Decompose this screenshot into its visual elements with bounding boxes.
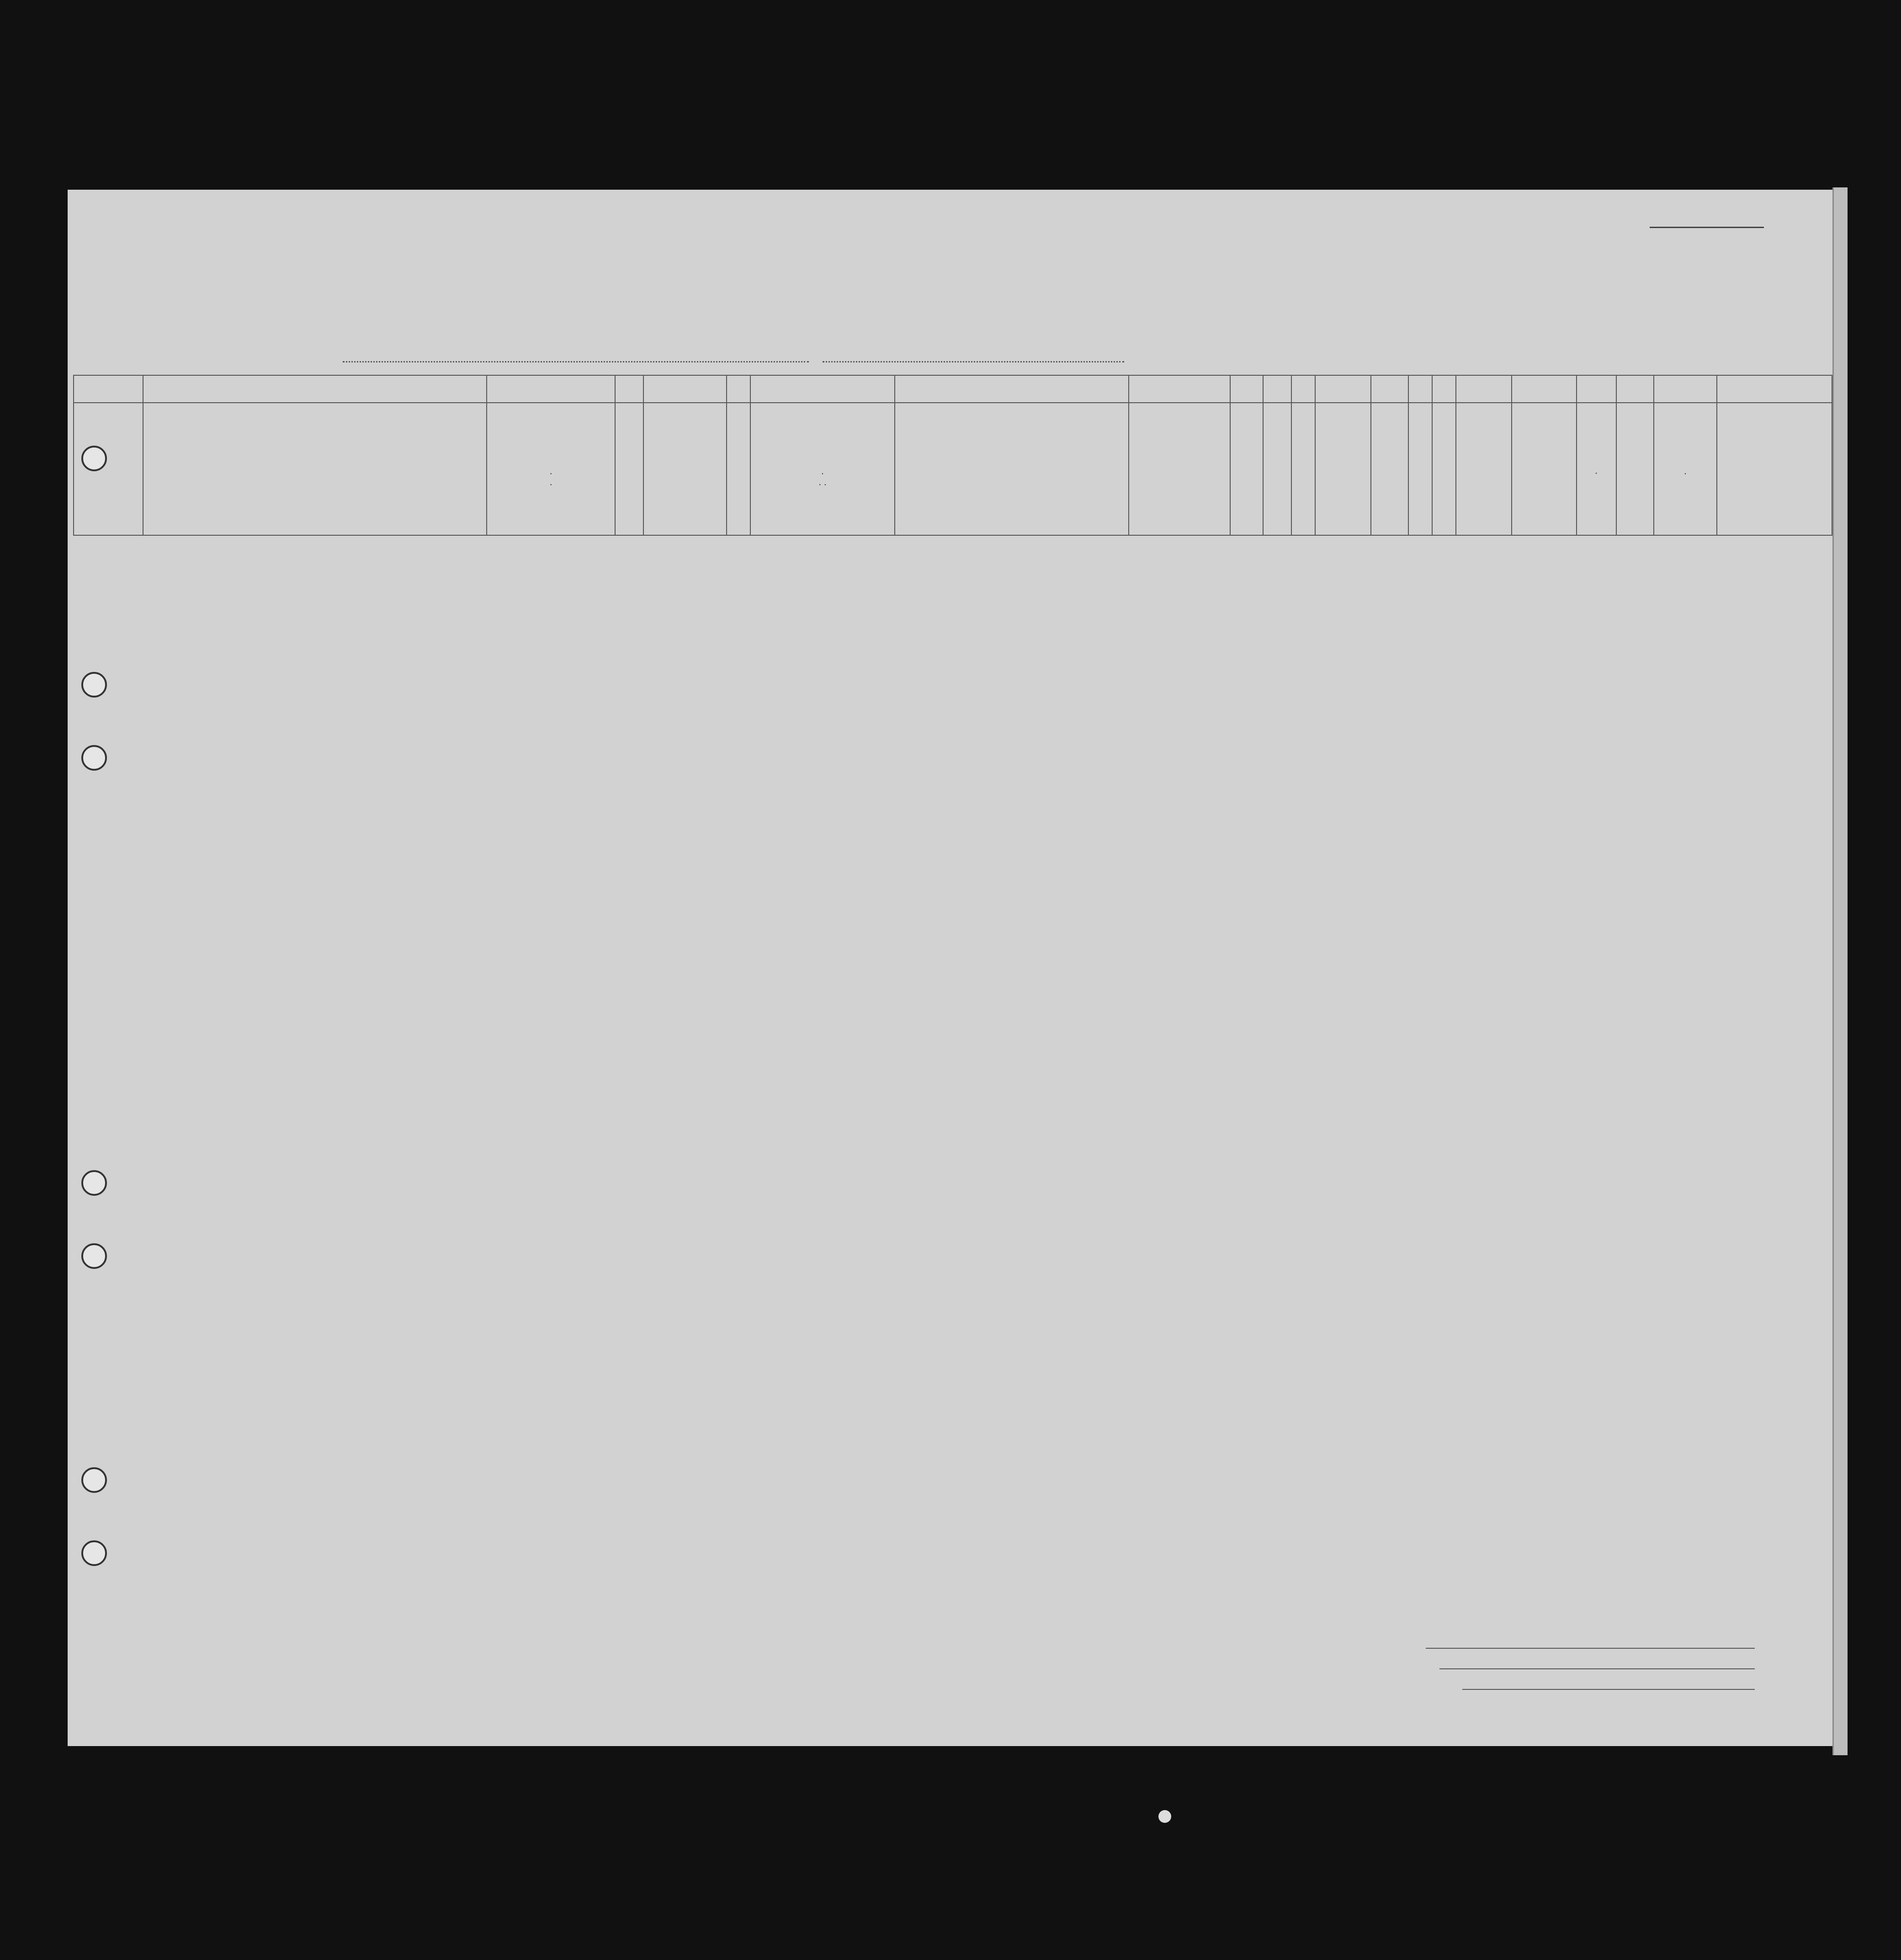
line-underline xyxy=(1426,1648,1755,1649)
header-anarchist xyxy=(1291,403,1315,535)
col-number xyxy=(74,375,143,403)
local-agents-underline xyxy=(1462,1689,1755,1690)
col-number xyxy=(1129,375,1230,403)
col-number xyxy=(1717,375,1832,403)
punch-hole xyxy=(81,1243,107,1269)
col-number xyxy=(1512,375,1577,403)
header-ticket xyxy=(615,403,643,535)
col-number xyxy=(750,375,894,403)
punch-hole xyxy=(81,672,107,698)
punch-hole xyxy=(81,1170,107,1196)
header-health xyxy=(1456,403,1512,535)
col-number xyxy=(1654,375,1717,403)
passenger-rows xyxy=(73,539,1832,1577)
header-overthrow xyxy=(1315,403,1371,535)
owners-underline xyxy=(1439,1668,1755,1669)
header-fifty-dollars xyxy=(727,403,750,535)
port-underline xyxy=(343,361,809,362)
col-number xyxy=(643,375,727,403)
col-number xyxy=(1371,375,1408,403)
header-offer xyxy=(1371,403,1408,535)
col-number xyxy=(1432,375,1456,403)
header-excluded xyxy=(1408,403,1432,535)
header-final-destination: · · xyxy=(487,403,615,535)
col-number xyxy=(1456,375,1512,403)
header-prison xyxy=(1230,403,1263,535)
header-nearest-relative xyxy=(143,403,487,535)
header-deformed xyxy=(1512,403,1577,535)
col-number xyxy=(1291,375,1315,403)
scan-speck xyxy=(1158,1810,1171,1823)
col-number xyxy=(1408,375,1432,403)
column-header-table xyxy=(73,375,1832,536)
header-ever-before: · · · xyxy=(750,403,894,535)
punch-hole xyxy=(81,745,107,771)
punch-hole xyxy=(81,446,107,471)
punch-hole xyxy=(81,1540,107,1566)
col-number xyxy=(143,375,487,403)
col-number xyxy=(727,375,750,403)
header-list-number xyxy=(74,403,143,535)
col-number xyxy=(895,375,1129,403)
header-passage-paid xyxy=(643,403,727,535)
punch-hole xyxy=(81,1467,107,1493)
header-marks xyxy=(1717,403,1832,535)
col-number xyxy=(1616,375,1654,403)
col-number xyxy=(1230,375,1263,403)
col-number xyxy=(1263,375,1291,403)
col-number xyxy=(1315,375,1371,403)
header-join-relative xyxy=(895,403,1129,535)
col-number xyxy=(615,375,643,403)
col-number xyxy=(1577,375,1616,403)
header-purpose xyxy=(1129,403,1230,535)
sheet-edge xyxy=(1832,187,1848,1755)
list-underline xyxy=(1650,227,1764,228)
header-arrested xyxy=(1432,403,1456,535)
header-height: · xyxy=(1577,403,1616,535)
header-complexion xyxy=(1616,403,1654,535)
col-number xyxy=(487,375,615,403)
date-underline xyxy=(823,361,1124,362)
header-color: · xyxy=(1654,403,1717,535)
header-polygamist xyxy=(1263,403,1291,535)
